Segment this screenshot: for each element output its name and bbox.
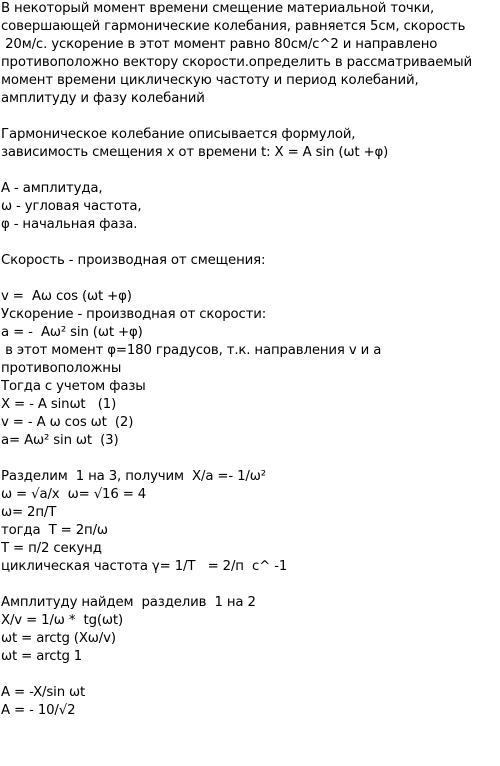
equation-line: ω = √a/x ω= √16 = 4 [1, 487, 147, 502]
equation-line: ωt = arctg (Xω/v) [1, 631, 116, 646]
solution-document [1, 0, 499, 720]
equation-line: тогда T = 2п/ω [1, 523, 108, 538]
blank-line [1, 108, 499, 126]
problem-line: момент времени циклическую частоту и период колебаний, [1, 73, 419, 88]
equation-line: v = - A ω cos ωt (2) [1, 415, 134, 430]
equation-line: X = - A sinωt (1) [1, 397, 117, 412]
equation-line: T = п/2 секунд [1, 541, 102, 556]
problem-line: амплитуду и фазу колебаний [1, 91, 205, 106]
equation-line: в этот момент φ=180 градусов, т.к. направления v и a [1, 343, 382, 358]
definitions [1, 180, 499, 234]
equation-line: a= Aω² sin ωt (3) [1, 433, 119, 448]
problem-line: противоположно вектору скорости.определить в рассматриваемый [1, 55, 472, 70]
equation-line: противоположны [1, 361, 122, 376]
solution-phase [1, 594, 499, 666]
blank-line [1, 576, 499, 594]
problem-line: 20м/с. ускорение в этот момент равно 80см/с^2 и направлено [1, 37, 438, 52]
equation-line: ω= 2п/T [1, 505, 57, 520]
equation-line: X/v = 1/ω * tg(ωt) [1, 613, 123, 628]
definition-line: φ - начальная фаза. [1, 217, 138, 232]
blank-line [1, 666, 499, 684]
equation-line: Амплитуду найдем разделив 1 на 2 [1, 595, 256, 610]
solution-frequency [1, 468, 499, 576]
problem-line: совершающей гармонические колебания, равняется 5см, скорость [1, 19, 466, 34]
formula-intro [1, 126, 499, 162]
text-line: Скорость - производная от смещения: [1, 253, 266, 268]
equation-line: Ускорение - производная от скорости: [1, 307, 267, 322]
definition-line: A - амплитуда, [1, 181, 103, 196]
blank-line [1, 162, 499, 180]
definition-line: ω - угловая частота, [1, 199, 142, 214]
blank-line [1, 234, 499, 252]
derivation [1, 288, 499, 450]
equation-line: Тогда с учетом фазы [1, 379, 146, 394]
text-line: зависимость смещения x от времени t: X = A sin (ωt +φ) [1, 145, 389, 160]
equation-line: a = - Aω² sin (ωt +φ) [1, 325, 143, 340]
problem-statement [1, 0, 499, 108]
blank-line [1, 450, 499, 468]
problem-line: В некоторый момент времени смещение материальной точки, [1, 1, 435, 16]
equation-line: A = - 10/√2 [1, 703, 76, 718]
blank-line [1, 270, 499, 288]
equation-line: ωt = arctg 1 [1, 649, 83, 664]
text-line: Гармоническое колебание описывается формулой, [1, 127, 356, 142]
velocity-heading [1, 252, 499, 270]
equation-line: Разделим 1 на 3, получим X/a =- 1/ω² [1, 469, 266, 484]
equation-line: v = Aω cos (ωt +φ) [1, 289, 132, 304]
equation-line: циклическая частота γ= 1/T = 2/п c^ -1 [1, 559, 288, 574]
solution-amplitude [1, 684, 499, 720]
equation-line: A = -X/sin ωt [1, 685, 86, 700]
